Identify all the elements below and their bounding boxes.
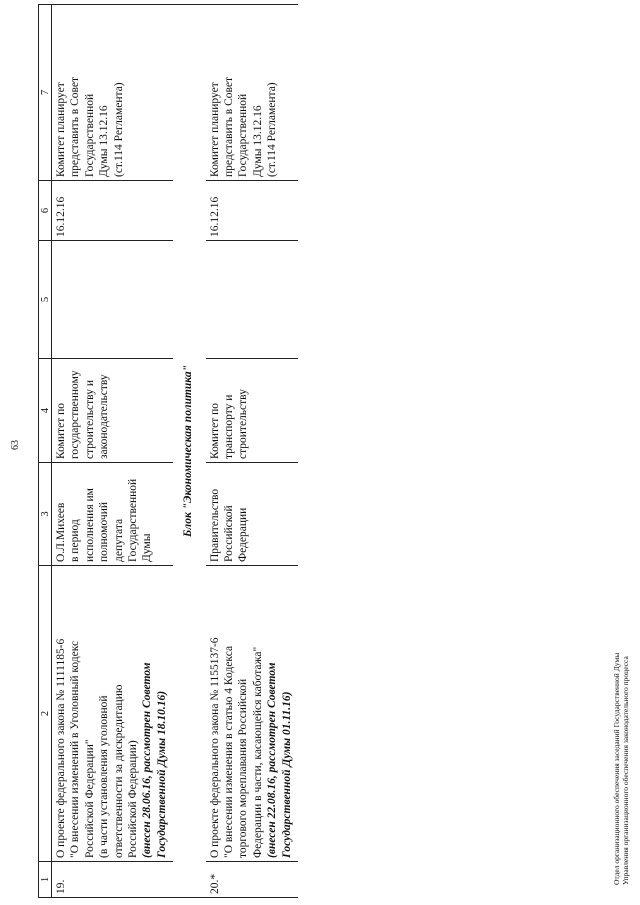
column-header: 5: [39, 241, 52, 359]
bill-note: (внесен 22.08.16, рассмотрен Советом Государственной Думы 01.11.16): [266, 662, 293, 858]
bill-title: О проекте федерального закона № 1111185-6 "О внесении изменений в Уголовный кодекс Российской Федерации" (в части установления уголовной ответственности за дискредитацию Российской Федерации): [55, 638, 140, 858]
initiator-text: О.Л.Михеев в период исполнения им полномочий депутата Государственной Думы: [55, 478, 154, 562]
footer-line: Отдел организационного обеспечения заседаний Государственной Думы: [612, 652, 621, 885]
header-row: [39, 5, 52, 898]
column-header: 6: [39, 181, 52, 241]
bill-table: [38, 4, 298, 898]
row-number: 20.*: [206, 862, 298, 898]
remark-text: Комитет планирует представить в Совет Государственной Думы 13.12.16 (ст.114 Регламента): [55, 76, 125, 177]
initiator-text: Правительство Российской Федерации: [208, 488, 250, 562]
column-header: 4: [39, 359, 52, 463]
column-header: 2: [39, 566, 52, 862]
initiator-cell: [206, 463, 298, 566]
column-header: 1: [39, 862, 52, 898]
bill-cell: [52, 566, 174, 862]
remark-cell: [52, 5, 174, 181]
page-number: 63: [10, 440, 21, 450]
section-heading: Блок "Экономическая политика": [173, 5, 205, 898]
committee-text: Комитет по транспорту и строительству: [208, 389, 250, 459]
column-header: 7: [39, 5, 52, 181]
column-header: 3: [39, 463, 52, 566]
committee-cell: [206, 359, 298, 463]
bill-title: О проекте федерального закона № 1155137-6 "О внесении изменения в статью 4 Кодекса торгового мореплавания Российской Федерации в части, касающейся каботажа": [208, 637, 264, 858]
section-row: [173, 5, 205, 898]
committee-text: Комитет по государственному строительству и законодательству: [55, 370, 111, 459]
table-row: [206, 5, 298, 898]
bill-cell: [206, 566, 298, 862]
column-5-cell: [52, 241, 174, 359]
initiator-cell: [52, 463, 174, 566]
date-cell: 16.12.16: [206, 181, 298, 241]
bill-note: (внесен 28.06.16, рассмотрен Советом Государственной Думы 18.10.16): [141, 662, 168, 858]
column-5-cell: [206, 241, 298, 359]
committee-cell: [52, 359, 174, 463]
footer: [612, 653, 630, 885]
remark-text: Комитет планирует представить в Совет Государственной Думы 13.12.16 (ст.114 Регламента): [208, 76, 279, 177]
row-number: 19.: [52, 862, 174, 898]
remark-cell: [206, 5, 298, 181]
table-row: [52, 5, 174, 898]
date-cell: 16.12.16: [52, 181, 174, 241]
footer-line: Управления организационного обеспечения законодательного процесса: [621, 656, 630, 885]
